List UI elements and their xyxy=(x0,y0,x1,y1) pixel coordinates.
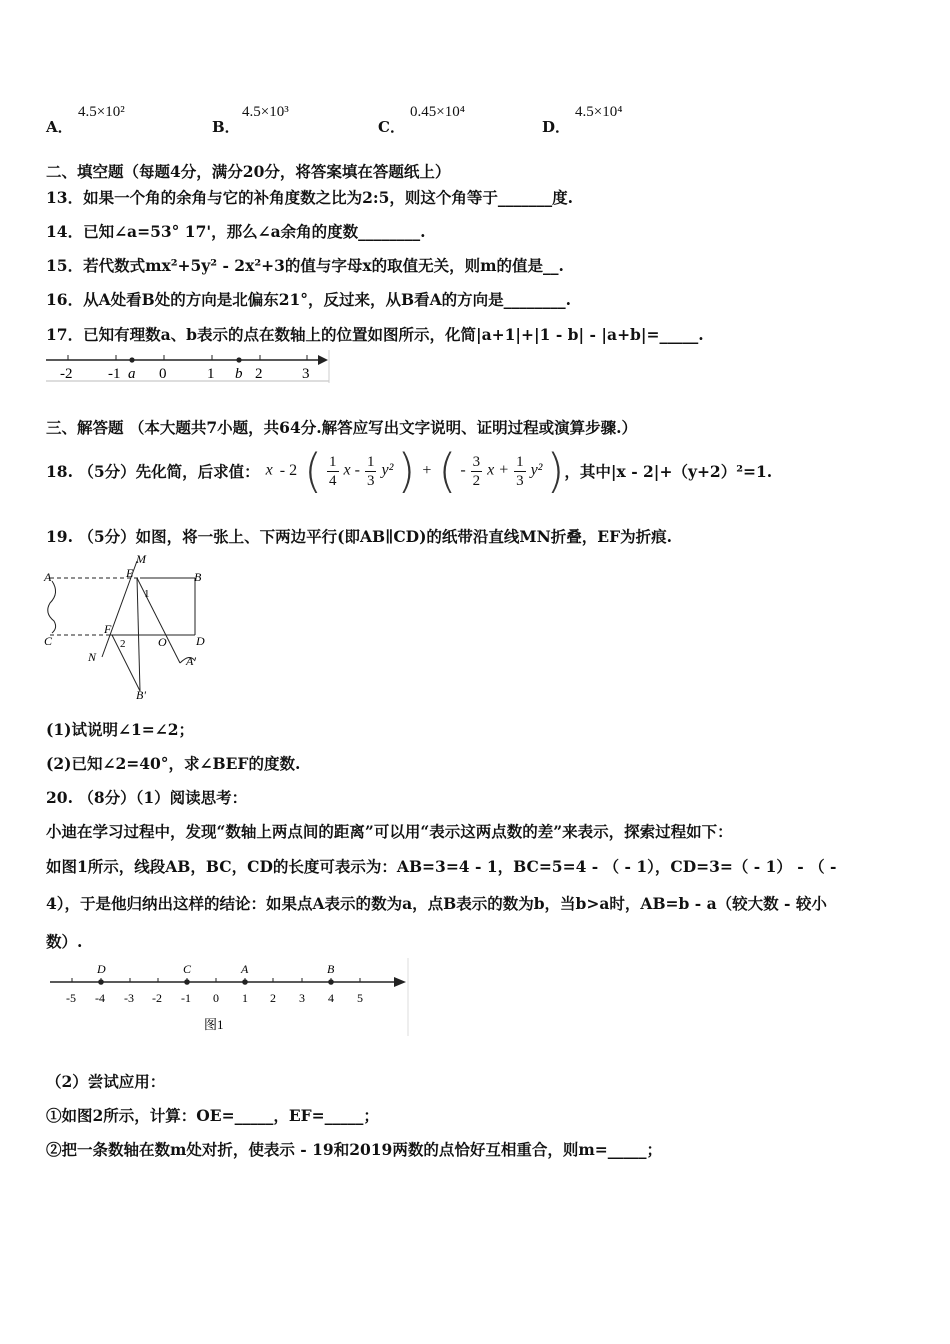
question-19-part1: (1)试说明∠1=∠2； xyxy=(46,720,194,739)
option-a-letter: A． xyxy=(46,118,73,136)
q20-part2b: ②把一条数轴在数m处对折，使表示 - 19和2019两数的点恰好互相重合，则m=_____； xyxy=(46,1140,662,1159)
expr-y2b: y² xyxy=(530,461,543,479)
q20-part2-heading: （2）尝试应用： xyxy=(46,1072,166,1091)
option-c-value: 0.45×10⁴ xyxy=(410,104,465,120)
section2-heading: 二、填空题（每题4分，满分20分，将答案填在答题纸上） xyxy=(46,162,451,181)
label-F: F xyxy=(104,622,112,636)
section3-heading: 三、解答题 （本大题共7小题，共64分.解答应写出文字说明、证明过程或演算步骤.） xyxy=(46,418,638,437)
fold-figure-q19 xyxy=(40,553,220,703)
tick-label: -1 xyxy=(108,366,121,382)
question-18 xyxy=(46,440,772,502)
q20-paragraph-2: 如图1所示，线段AB，BC，CD的长度可表示为：AB=3=4 - 1，BC=5=4 - （ - 1），CD=3=（ - 1） - （ - xyxy=(46,857,837,876)
question-20: 20. （8分）（1）阅读思考： xyxy=(46,788,248,807)
point-D-dot xyxy=(98,979,104,985)
fold-ef-b xyxy=(112,635,140,691)
label-C: C xyxy=(44,634,53,648)
label-E: E xyxy=(126,566,134,580)
tick-label: -1 xyxy=(181,991,191,1005)
label-B: B xyxy=(194,570,202,584)
point-B-label: B xyxy=(327,962,335,976)
q18-prefix: 18. （5分）先化简，后求值： xyxy=(46,462,260,481)
point-a-label: a xyxy=(128,366,136,382)
q18-suffix: ，其中|x - 2|+（y+2）²=1. xyxy=(564,462,773,481)
point-b-dot xyxy=(236,357,241,362)
label-N: N xyxy=(88,650,97,664)
point-C-label: C xyxy=(183,962,192,976)
tick-label: 0 xyxy=(159,366,167,382)
figure-1-number-line xyxy=(46,958,410,1036)
tick-label: 2 xyxy=(255,366,263,382)
label-A: A xyxy=(44,570,52,584)
label-M: M xyxy=(136,553,146,566)
tick-label: -5 xyxy=(66,991,76,1005)
option-b-value: 4.5×10³ xyxy=(242,104,289,120)
question-19-part2: (2)已知∠2=40°，求∠BEF的度数. xyxy=(46,754,301,773)
label-D: D xyxy=(196,634,205,648)
label-O: O xyxy=(158,635,167,649)
expr-minus2: - 2 xyxy=(279,461,298,479)
tick-label: 3 xyxy=(299,991,305,1005)
frac-3-2: $\frac{3}{2}$ xyxy=(472,453,481,489)
q20-part2a: ①如图2所示，计算：OE=_____，EF=_____； xyxy=(46,1106,379,1125)
tick-label: 2 xyxy=(270,991,276,1005)
point-B-dot xyxy=(328,979,334,985)
frac-1-3b: $\frac{1}{3}$ xyxy=(516,453,524,489)
tick-label: 4 xyxy=(328,991,334,1005)
number-line-q17 xyxy=(44,350,334,386)
option-d-value: 4.5×10⁴ xyxy=(575,104,623,120)
label-angle-1: 1 xyxy=(144,588,150,600)
expr-x: x xyxy=(265,461,273,479)
tick-label: -2 xyxy=(152,991,162,1005)
torn-left-edge xyxy=(48,581,56,633)
point-A-dot xyxy=(242,979,248,985)
tick-label: 1 xyxy=(242,991,248,1005)
option-a-value: 4.5×10² xyxy=(78,104,125,120)
tick-label: 0 xyxy=(213,991,219,1005)
tick-label: 5 xyxy=(357,991,363,1005)
q20-paragraph-4: 数）. xyxy=(46,932,83,951)
question-19: 19. （5分）如图，将一张上、下两边平行(即AB∥CD)的纸带沿直线MN折叠，EF为折痕. xyxy=(46,527,672,546)
label-angle-2: 2 xyxy=(120,638,126,650)
point-a-dot xyxy=(129,357,134,362)
q20-paragraph-1: 小迪在学习过程中，发现“数轴上两点间的距离”可以用“表示这两点数的差”来表示，探索过程如下： xyxy=(46,822,733,841)
q20-paragraph-3: 4），于是他归纳出这样的结论：如果点A表示的数为a，点B表示的数为b，当b>a时，AB=b - a（较大数 - 较小 xyxy=(46,894,827,913)
tick-label: -2 xyxy=(60,366,73,382)
expr-x2: x + xyxy=(487,461,510,479)
expr-neg: - xyxy=(460,461,466,479)
option-b-letter: B． xyxy=(212,118,240,136)
frac-1-3: $\frac{1}{3}$ xyxy=(366,453,375,489)
question-16: 16．从A处看B处的方向是北偏东21°，反过来，从B看A的方向是________. xyxy=(46,290,572,309)
point-A-label: A xyxy=(241,962,249,976)
q17-ticks xyxy=(68,355,307,360)
question-14: 14．已知∠a=53° 17'，那么∠a余角的度数________. xyxy=(46,222,426,241)
option-d-letter: D． xyxy=(542,118,571,136)
point-D-label: D xyxy=(97,962,106,976)
tick-label: -4 xyxy=(95,991,105,1005)
q18-expression: x - 2 ( $\frac{1}{4}$ x - $\frac{1}{3}$ y² ) + ( - $\frac{3}{2}$ x + $\frac{1}{3}$ y² ) xyxy=(265,444,565,498)
figure-1-caption: 图1 xyxy=(204,1017,224,1032)
option-c-letter: C． xyxy=(378,118,405,136)
expr-y2: y² xyxy=(381,461,394,479)
expr-plus: + xyxy=(422,461,432,479)
label-B-prime: B' xyxy=(136,688,146,702)
tick-label: 1 xyxy=(207,366,215,382)
frac-1-4: $\frac{1}{4}$ xyxy=(329,453,337,489)
point-b-label: b xyxy=(235,366,243,382)
label-A-prime: A' xyxy=(186,654,196,668)
tick-label: -3 xyxy=(124,991,134,1005)
question-17: 17．已知有理数a、b表示的点在数轴上的位置如图所示，化简|a+1|+|1 - b| - |a+b|=_____. xyxy=(46,325,704,344)
point-C-dot xyxy=(184,979,190,985)
question-13: 13．如果一个角的余角与它的补角度数之比为2:5，则这个角等于_______度. xyxy=(46,188,574,207)
question-15: 15．若代数式mx²+5y² - 2x²+3的值与字母x的取值无关，则m的值是__. xyxy=(46,256,564,275)
tick-label: 3 xyxy=(302,366,310,382)
expr-mid: x - xyxy=(343,461,360,479)
